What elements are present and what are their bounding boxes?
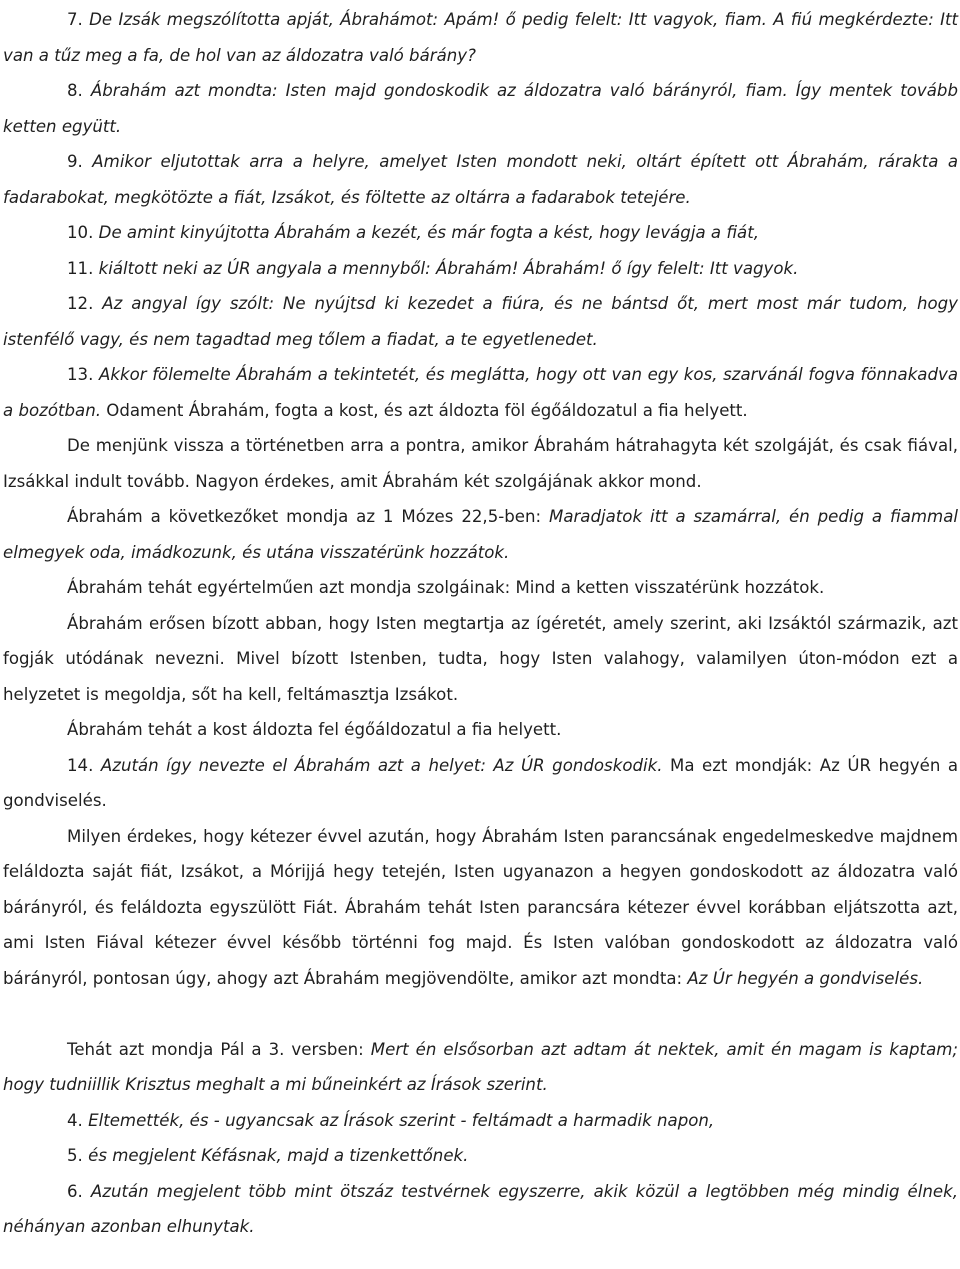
paragraph: 11. kiáltott neki az ÚR angyala a mennyből: Ábrahám! Ábrahám! ő így felelt: Itt vagyok. <box>67 258 799 278</box>
paragraph: 10. De amint kinyújtotta Ábrahám a kezét, és már fogta a kést, hogy levágja a fiát, <box>67 223 760 242</box>
paragraph: 8. Ábrahám azt mondta: Isten majd gondoskodik az áldozatra való bárányról, fiam. Így mentek tovább ketten együtt. <box>3 81 958 136</box>
paragraph: Milyen érdekes, hogy kétezer évvel azután, hogy Ábrahám Isten parancsának engedelmeskedve majdnem feláldozta saját fiát, Izsákot, a Mórijjá hegy tetején, Isten ugyanazon a hegyen gondoskodott az áldozatra való bárányról, és feláldozta egyszülött Fiát. Ábrahám tehát Isten parancsára kétezer évvel korábban eljátszotta azt, ami Isten Fiával kétezer évvel később történni fog majd. És Isten valóban gondoskodott az áldozatra való bárányról, pontosan úgy, ahogy azt Ábrahám megjövendölte, amikor azt mondta: Az Úr hegyén a gondviselés. <box>3 826 958 988</box>
paragraph: De menjünk vissza a történetben arra a pontra, amikor Ábrahám hátrahagyta két szolgáját, és csak fiával, Izsákkal indult tovább. Nagyon érdekes, amit Ábrahám két szolgájának akkor mond. <box>3 436 958 491</box>
paragraph: 7. De Izsák megszólította apját, Ábrahámot: Apám! ő pedig felelt: Itt vagyok, fiam. A fiú megkérdezte: Itt van a tűz meg a fa, de hol van az áldozatra való bárány? <box>3 10 959 65</box>
paragraph: 12. Az angyal így szólt: Ne nyújtsd ki kezedet a fiúra, és ne bántsd őt, mert most már tudom, hogy istenfélő vagy, és nem tagadtad meg tőlem a fiadat, a te egyetlenedet. <box>3 294 959 349</box>
paragraph: 9. Amikor eljutottak arra a helyre, amelyet Isten mondott neki, oltárt épített ott Ábrahám, rárakta a fadarabokat, megkötözte a fiát, Izsákot, és föltette az oltárra a fadarabok tetejére. <box>3 152 958 207</box>
paragraph: 14. Azután így nevezte el Ábrahám azt a helyet: Az ÚR gondoskodik. Ma ezt mondják: Az ÚR hegyén a gondviselés. <box>3 755 959 810</box>
paragraph: 13. Akkor fölemelte Ábrahám a tekintetét, és meglátta, hogy ott van egy kos, szarvánál fogva fönnakadva a bozótban. Odament Ábrahám, fogta a kost, és azt áldozta föl égőáldozatul a fia helyett. <box>3 365 958 420</box>
paragraph: Ábrahám a következőket mondja az 1 Mózes 22,5-ben: Maradjatok itt a szamárral, én pedig a fiammal elmegyek oda, imádkozunk, és utána visszatérünk hozzátok. <box>3 507 958 562</box>
paragraph: Ábrahám tehát egyértelműen azt mondja szolgáinak: Mind a ketten visszatérünk hozzátok. <box>67 578 825 597</box>
paragraph: Ábrahám erősen bízott abban, hogy Isten megtartja az ígéretét, amely szerint, aki Izsáktól származik, azt fogják utódának nevezni. Mivel bízott Istenben, tudta, hogy Isten valahogy, valamilyen úton-módon ezt a helyzetet is megoldja, sőt ha kell, feltámasztja Izsákot. <box>3 613 958 704</box>
paragraph: Tehát azt mondja Pál a 3. versben: Mert én elsősorban azt adtam át nektek, amit én magam is kaptam; hogy tudniillik Krisztus meghalt a mi bűneinkért az Írások szerint. <box>3 1039 958 1094</box>
paragraph: 5. és megjelent Kéfásnak, majd a tizenkettőnek. <box>67 1146 469 1165</box>
paragraph: 4. Eltemették, és - ugyancsak az Írások szerint - feltámadt a harmadik napon, <box>67 1110 715 1130</box>
paragraph: 6. Azután megjelent több mint ötszáz testvérnek egyszerre, akik közül a legtöbben még mindig élnek, néhányan azonban elhunytak. <box>3 1181 958 1236</box>
paragraph: Ábrahám tehát a kost áldozta fel égőáldozatul a fia helyett. <box>67 720 562 739</box>
